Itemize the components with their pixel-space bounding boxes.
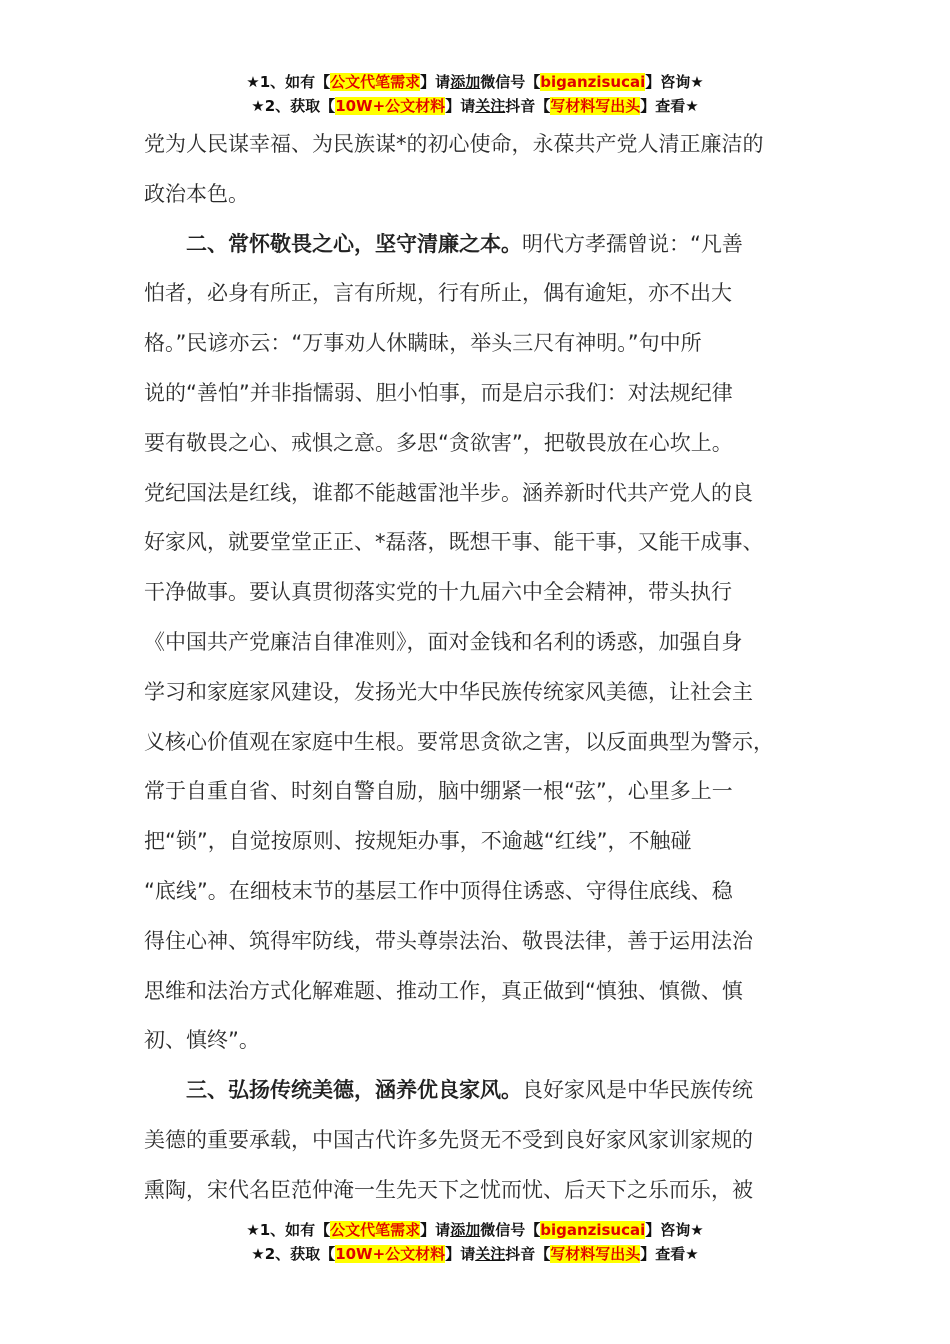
paragraph-text: 干净做事。要认真贯彻落实党的十九届六中全会精神，带头执行 xyxy=(144,580,732,605)
banner-text: 微信号【 xyxy=(480,1221,541,1239)
banner-underlined: 关注 xyxy=(475,1245,506,1263)
footer-banner xyxy=(0,1218,950,1266)
text-line xyxy=(144,120,834,170)
text-line xyxy=(144,319,834,369)
banner-text: 抖音【 xyxy=(505,1245,551,1263)
text-line xyxy=(144,767,834,817)
text-line xyxy=(144,618,834,668)
banner-text: ★1、如有【 xyxy=(246,73,331,91)
paragraph-text: 得住心神、筑得牢防线，带头尊崇法治、敬畏法律，善于运用法治 xyxy=(144,928,753,953)
paragraph-text: 好家风，就要堂堂正正、*磊落，既想干事、能干事，又能干成事、 xyxy=(144,530,764,555)
banner-text: 】请 xyxy=(420,1221,451,1239)
text-line xyxy=(144,1016,834,1066)
text-line xyxy=(144,269,834,319)
banner-text: 】请 xyxy=(420,73,451,91)
banner-text: 】请 xyxy=(445,1245,476,1263)
text-line xyxy=(144,1116,834,1166)
paragraph-text: 学习和家庭家风建设，发扬光大中华民族传统家风美德，让社会主 xyxy=(144,679,753,704)
paragraph-text: 把“锁”，自觉按原则、按规矩办事，不逾越“红线”，不触碰 xyxy=(144,829,692,854)
banner-text: ★2、获取【 xyxy=(251,1245,336,1263)
banner-line-1 xyxy=(0,70,950,94)
paragraph-text: 明代方孝孺曾说：“凡善 xyxy=(522,231,743,256)
banner-text: ★2、获取【 xyxy=(251,97,336,115)
paragraph-text: 常于自重自省、时刻自警自励，脑中绷紧一根“弦”，心里多上一 xyxy=(144,779,733,804)
section-first-line xyxy=(144,1066,834,1116)
text-line xyxy=(144,718,834,768)
banner-highlight: 10W+公文材料 xyxy=(335,97,446,115)
banner-highlight: 写材料写出头 xyxy=(550,1245,641,1263)
section-heading: 二、常怀敬畏之心，坚守清廉之本。 xyxy=(186,231,522,256)
document-body xyxy=(144,120,834,1216)
banner-text: 】咨询★ xyxy=(645,1221,704,1239)
paragraph-text: 熏陶，宋代名臣范仲淹一生先天下之忧而忧、后天下之乐而乐，被 xyxy=(144,1177,753,1202)
section-heading: 三、弘扬传统美德，涵养优良家风。 xyxy=(186,1078,522,1103)
text-line xyxy=(144,568,834,618)
text-line xyxy=(144,518,834,568)
banner-underlined: 添加 xyxy=(450,1221,481,1239)
paragraph-text: 格。”民谚亦云：“万事劝人休瞒昧，举头三尺有神明。”句中所 xyxy=(144,331,702,356)
paragraph-text: 思维和法治方式化解难题、推动工作，真正做到“慎独、慎微、慎 xyxy=(144,978,743,1003)
banner-highlight: 10W+公文材料 xyxy=(335,1245,446,1263)
paragraph-text: “底线”。在细枝末节的基层工作中顶得住诱惑、守得住底线、稳 xyxy=(144,878,733,903)
paragraph-text: 良好家风是中华民族传统 xyxy=(522,1078,753,1103)
banner-text: 】请 xyxy=(445,97,476,115)
paragraph-text: 初、慎终”。 xyxy=(144,1028,260,1053)
paragraph-text: 《中国共产党廉洁自律准则》，面对金钱和名利的诱惑，加强自身 xyxy=(144,629,743,654)
text-line xyxy=(144,917,834,967)
banner-highlight: 公文代笔需求 xyxy=(330,73,421,91)
banner-text: 】查看★ xyxy=(640,1245,699,1263)
paragraph-text: 说的“善怕”并非指懦弱、胆小怕事，而是启示我们：对法规纪律 xyxy=(144,380,733,405)
text-line xyxy=(144,817,834,867)
paragraph-text: 政治本色。 xyxy=(144,181,249,206)
banner-line-1 xyxy=(0,1218,950,1242)
banner-highlight: 写材料写出头 xyxy=(550,97,641,115)
banner-highlight: biganzisucai xyxy=(540,1221,646,1239)
banner-text: 微信号【 xyxy=(480,73,541,91)
banner-text: 】查看★ xyxy=(640,97,699,115)
paragraph-text: 美德的重要承载，中国古代许多先贤无不受到良好家风家训家规的 xyxy=(144,1127,753,1152)
paragraph-text: 党纪国法是红线，谁都不能越雷池半步。涵养新时代共产党人的良 xyxy=(144,480,753,505)
header-banner xyxy=(0,70,950,118)
paragraph-text: 义核心价值观在家庭中生根。要常思贪欲之害，以反面典型为警示， xyxy=(144,729,774,754)
paragraph-text: 要有敬畏之心、戒惧之意。多思“贪欲害”，把敬畏放在心坎上。 xyxy=(144,430,733,455)
banner-underlined: 添加 xyxy=(450,73,481,91)
banner-line-2 xyxy=(0,94,950,118)
banner-text: 】咨询★ xyxy=(645,73,704,91)
banner-highlight: biganzisucai xyxy=(540,73,646,91)
banner-line-2 xyxy=(0,1242,950,1266)
banner-text: 抖音【 xyxy=(505,97,551,115)
text-line xyxy=(144,469,834,519)
paragraph-text: 党为人民谋幸福、为民族谋*的初心使命，永葆共产党人清正廉洁的 xyxy=(144,132,764,156)
banner-highlight: 公文代笔需求 xyxy=(330,1221,421,1239)
paragraph-text: 怕者，必身有所正，言有所规，行有所止，偶有逾矩，亦不出大 xyxy=(144,281,732,306)
text-line xyxy=(144,369,834,419)
banner-text: ★1、如有【 xyxy=(246,1221,331,1239)
text-line xyxy=(144,1166,834,1216)
text-line xyxy=(144,419,834,469)
section-first-line xyxy=(144,220,834,270)
text-line xyxy=(144,967,834,1017)
text-line xyxy=(144,668,834,718)
text-line xyxy=(144,170,834,220)
banner-underlined: 关注 xyxy=(475,97,506,115)
text-line xyxy=(144,867,834,917)
